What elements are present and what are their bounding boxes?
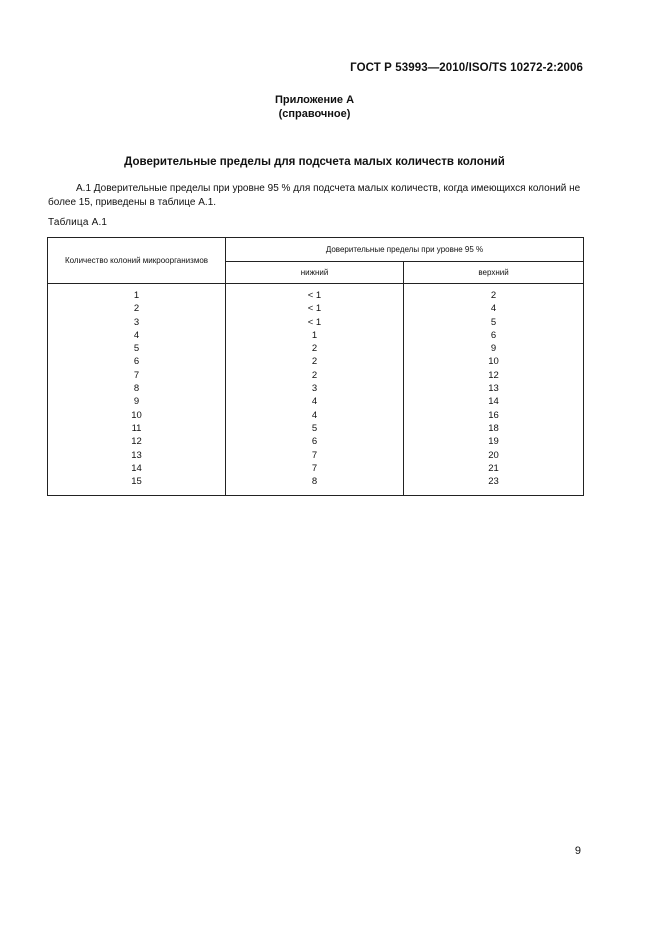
cell-upper: 23 — [488, 476, 499, 488]
cell-lower: 7 — [311, 462, 318, 474]
cell-lower: 8 — [311, 476, 318, 488]
cell-count: 14 — [131, 462, 142, 474]
cell-count: 9 — [133, 396, 140, 408]
cell-upper: 21 — [488, 462, 499, 474]
cell-upper: 4 — [490, 303, 497, 315]
cell-count: 7 — [133, 369, 140, 381]
cell-upper: 6 — [490, 329, 497, 341]
cell-count: 11 — [131, 422, 142, 434]
cell-upper: 5 — [490, 316, 497, 328]
cell-upper: 13 — [488, 383, 499, 395]
cell-count: 8 — [133, 383, 140, 395]
cell-count: 4 — [133, 329, 140, 341]
header-confidence-limits: Доверительные пределы при уровне 95 % — [226, 238, 584, 262]
cell-count: 10 — [131, 409, 142, 421]
cell-lower: 5 — [311, 422, 318, 434]
section-title: Доверительные пределы для подсчета малых количеств колоний — [124, 156, 505, 168]
section-title-block — [0, 156, 661, 168]
cell-count: 13 — [131, 449, 142, 461]
cell-upper: 14 — [488, 396, 499, 408]
cell-lower: 2 — [311, 369, 318, 381]
header-colony-count: Количество колоний микроорганизмов — [48, 238, 226, 284]
cell-lower: < 1 — [307, 290, 322, 301]
cell-upper: 16 — [488, 409, 499, 421]
cell-lower: 4 — [311, 409, 318, 421]
lower-column — [226, 284, 404, 496]
cell-upper: 2 — [490, 290, 497, 301]
cell-count: 3 — [133, 316, 140, 328]
cell-count: 12 — [131, 436, 142, 448]
count-column — [48, 284, 226, 496]
upper-column — [404, 284, 584, 496]
cell-count: 15 — [131, 476, 142, 488]
cell-lower: < 1 — [307, 303, 322, 315]
appendix-heading — [0, 93, 661, 121]
table-caption: Таблица А.1 — [48, 217, 108, 228]
document-code-header: ГОСТ Р 53993—2010/ISO/TS 10272-2:2006 — [350, 62, 583, 74]
header-lower: нижний — [226, 262, 404, 284]
cell-lower: 2 — [311, 343, 318, 355]
cell-lower: 4 — [311, 396, 318, 408]
cell-upper: 20 — [488, 449, 499, 461]
cell-lower: 2 — [311, 356, 318, 368]
header-upper: верхний — [404, 262, 584, 284]
cell-count: 2 — [133, 303, 140, 315]
cell-lower: 7 — [311, 449, 318, 461]
cell-lower: 6 — [311, 436, 318, 448]
cell-upper: 12 — [488, 369, 499, 381]
page-number: 9 — [574, 845, 581, 857]
cell-lower: < 1 — [307, 316, 322, 328]
appendix-title: Приложение А — [274, 94, 355, 106]
cell-count: 5 — [133, 343, 140, 355]
cell-upper: 10 — [488, 356, 499, 368]
cell-count: 1 — [133, 290, 140, 301]
appendix-note: (справочное) — [278, 108, 351, 120]
cell-upper: 19 — [488, 436, 499, 448]
cell-lower: 3 — [311, 383, 318, 395]
confidence-limits-table — [47, 237, 584, 496]
cell-lower: 1 — [311, 329, 318, 341]
cell-upper: 18 — [488, 422, 499, 434]
cell-upper: 9 — [490, 343, 497, 355]
intro-paragraph: А.1 Доверительные пределы при уровне 95 % для подсчета малых количеств, когда имеющихся колоний не более 15, приведены в таблице А.1. — [48, 183, 581, 208]
cell-count: 6 — [133, 356, 140, 368]
